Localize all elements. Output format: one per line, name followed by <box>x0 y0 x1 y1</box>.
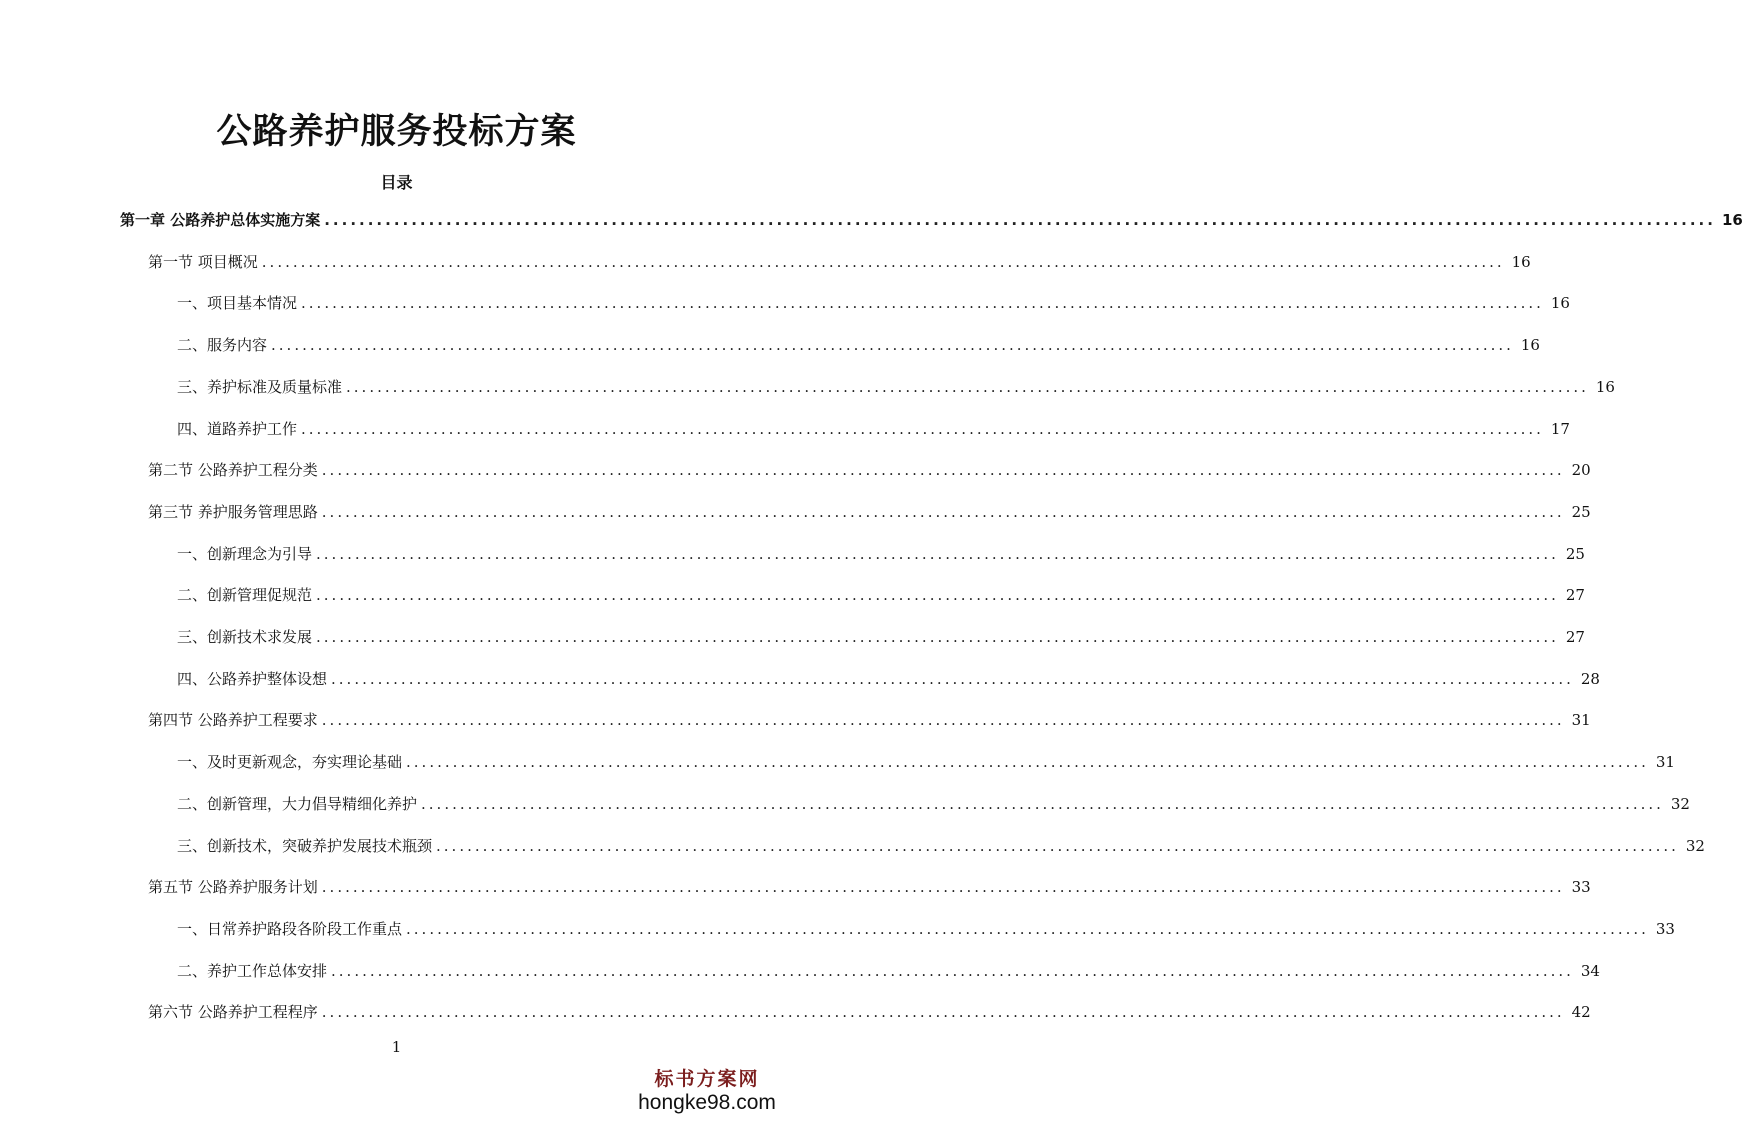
toc-entry-page: 25 <box>1565 545 1585 563</box>
toc-entry-label: 三、创新技术，突破养护发展技术瓶颈 <box>177 837 433 855</box>
toc-entry[interactable] <box>177 834 1705 858</box>
toc-entry[interactable] <box>177 333 1540 357</box>
toc-entry-page: 27 <box>1565 586 1585 604</box>
toc-entry-page: 27 <box>1565 628 1585 646</box>
toc-heading: 目录 <box>380 173 413 192</box>
toc-entry-label: 二、服务内容 <box>177 336 268 354</box>
toc-entry-page: 33 <box>1571 878 1591 896</box>
toc-entry-page: 17 <box>1550 420 1570 438</box>
toc-entry[interactable] <box>177 667 1600 691</box>
toc-entry[interactable] <box>120 208 1743 232</box>
toc-leader-dots: ................................................................................................................................................................ <box>316 628 1559 646</box>
toc-entry-page: 16 <box>1520 336 1540 354</box>
toc-entry[interactable] <box>177 625 1585 649</box>
page-number: 1 <box>391 1038 402 1056</box>
toc-leader-dots: ................................................................................................................................................................ <box>261 253 1505 271</box>
toc-entry-label: 第四节 公路养护工程要求 <box>148 711 318 729</box>
toc-leader-dots: ................................................................................................................................................................ <box>321 503 1565 521</box>
toc-entry-page: 31 <box>1571 711 1591 729</box>
toc-entry-label: 三、创新技术求发展 <box>177 628 313 646</box>
toc-entry-label: 第二节 公路养护工程分类 <box>148 461 318 479</box>
toc-leader-dots: ................................................................................................................................................................ <box>421 795 1664 813</box>
toc-leader-dots: ................................................................................................................................................................ <box>406 920 1649 938</box>
toc-entry-page: 16 <box>1595 378 1615 396</box>
toc-entry[interactable] <box>177 375 1615 399</box>
toc-entry-label: 第一章 公路养护总体实施方案 <box>120 211 321 229</box>
toc-leader-dots: ................................................................................................................................................................ <box>301 294 1544 312</box>
toc-entry[interactable] <box>177 959 1600 983</box>
toc-leader-dots: ................................................................................................................................................................ <box>324 211 1716 229</box>
toc-entry[interactable] <box>148 500 1591 524</box>
toc-entry-label: 第三节 养护服务管理思路 <box>148 503 318 521</box>
toc-leader-dots: ................................................................................................................................................................ <box>321 711 1565 729</box>
toc-entry-label: 第一节 项目概况 <box>148 253 258 271</box>
toc-entry-label: 四、道路养护工作 <box>177 420 298 438</box>
toc-entry-label: 三、养护标准及质量标准 <box>177 378 343 396</box>
toc-entry[interactable] <box>177 542 1585 566</box>
toc-entry[interactable] <box>177 583 1585 607</box>
toc-entry-page: 28 <box>1580 670 1600 688</box>
toc-leader-dots: ................................................................................................................................................................ <box>331 962 1574 980</box>
toc-leader-dots: ................................................................................................................................................................ <box>321 461 1565 479</box>
toc-entry-page: 16 <box>1721 211 1743 229</box>
toc-entry-page: 32 <box>1685 837 1705 855</box>
watermark <box>632 1068 782 1116</box>
toc-leader-dots: ................................................................................................................................................................ <box>316 586 1559 604</box>
toc-entry-label: 第六节 公路养护工程程序 <box>148 1003 318 1021</box>
toc-entry-page: 25 <box>1571 503 1591 521</box>
toc-entry-label: 一、及时更新观念，夯实理论基础 <box>177 753 403 771</box>
watermark-en: hongke98.com <box>638 1091 776 1114</box>
toc-leader-dots: ................................................................................................................................................................ <box>301 420 1544 438</box>
toc-entry-page: 16 <box>1511 253 1531 271</box>
toc-leader-dots: ................................................................................................................................................................ <box>331 670 1574 688</box>
toc-entry[interactable] <box>148 250 1531 274</box>
toc-entry[interactable] <box>177 417 1570 441</box>
toc-entry-label: 一、创新理念为引导 <box>177 545 313 563</box>
toc-leader-dots: ................................................................................................................................................................ <box>321 1003 1565 1021</box>
page-title: 公路养护服务投标方案 <box>216 112 577 152</box>
toc-entry-label: 一、项目基本情况 <box>177 294 298 312</box>
toc-entry-page: 34 <box>1580 962 1600 980</box>
toc-entry[interactable] <box>148 1000 1591 1024</box>
toc-entry-page: 31 <box>1655 753 1675 771</box>
toc-entry-page: 20 <box>1571 461 1591 479</box>
toc-leader-dots: ................................................................................................................................................................ <box>271 336 1514 354</box>
toc-entry-label: 二、创新管理，大力倡导精细化养护 <box>177 795 418 813</box>
toc-leader-dots: ................................................................................................................................................................ <box>406 753 1649 771</box>
toc-entry[interactable] <box>177 917 1675 941</box>
toc-entry-page: 32 <box>1670 795 1690 813</box>
toc-entry[interactable] <box>177 750 1675 774</box>
toc-entry-label: 第五节 公路养护服务计划 <box>148 878 318 896</box>
watermark-cn: 标书方案网 <box>654 1068 760 1090</box>
toc-entry-label: 一、日常养护路段各阶段工作重点 <box>177 920 403 938</box>
toc-leader-dots: ................................................................................................................................................................ <box>436 837 1679 855</box>
toc-entry[interactable] <box>177 792 1690 816</box>
toc-leader-dots: ................................................................................................................................................................ <box>316 545 1559 563</box>
toc-entry[interactable] <box>148 708 1591 732</box>
toc-entry-page: 33 <box>1655 920 1675 938</box>
toc-entry-label: 二、养护工作总体安排 <box>177 962 328 980</box>
toc-entry-label: 二、创新管理促规范 <box>177 586 313 604</box>
toc-entry-page: 42 <box>1571 1003 1591 1021</box>
toc-entry[interactable] <box>148 875 1591 899</box>
toc-entry[interactable] <box>177 291 1570 315</box>
toc-leader-dots: ................................................................................................................................................................ <box>346 378 1589 396</box>
toc-entry-label: 四、公路养护整体设想 <box>177 670 328 688</box>
toc-entry[interactable] <box>148 458 1591 482</box>
toc-leader-dots: ................................................................................................................................................................ <box>321 878 1565 896</box>
toc-entry-page: 16 <box>1550 294 1570 312</box>
